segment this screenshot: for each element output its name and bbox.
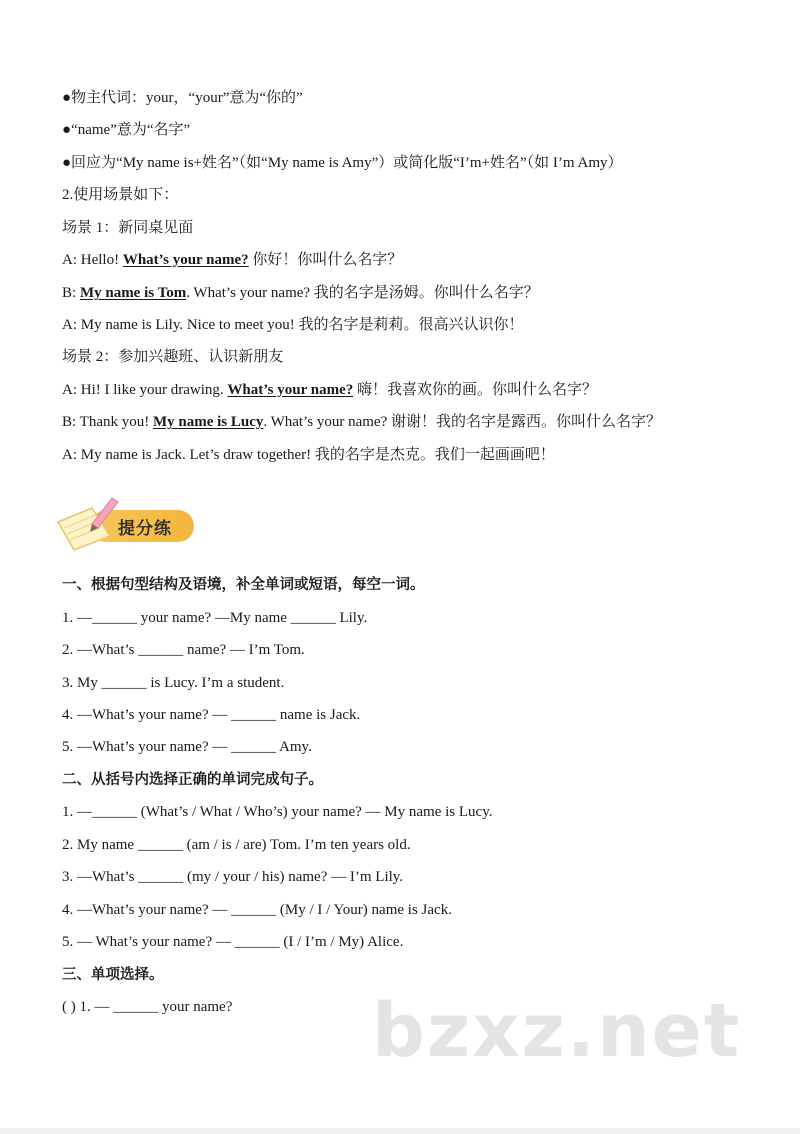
dialogue-text: A: Hi! I like your drawing.: [62, 382, 228, 398]
section-heading: 三、单项选择。: [62, 967, 164, 983]
question-item: 2. —What’s ______ name? — I’m Tom.: [62, 642, 305, 658]
dialogue-line: A: My name is Lily. Nice to meet you! 我的名字是莉莉。很高兴认识你！: [62, 317, 524, 333]
question-item: 4. —What’s your name? — ______ (My / I / Your) name is Jack.: [62, 902, 452, 918]
watermark: bzxz.net: [372, 988, 742, 1074]
dialogue-text: . What’s your name? 谢谢！我的名字是露西。你叫什么名字？: [263, 414, 661, 430]
dialogue-text: A: Hello!: [62, 252, 123, 268]
scene-title: 场景 1：新同桌见面: [62, 220, 194, 236]
question-item: 3. My ______ is Lucy. I’m a student.: [62, 675, 285, 691]
scene-title: 场景 2：参加兴趣班、认识新朋友: [62, 349, 284, 365]
key-phrase: My name is Tom: [79, 285, 187, 301]
dialogue-line: [62, 412, 661, 432]
dialogue-text: 你好！你叫什么名字？: [248, 252, 403, 268]
question-item: ( ) 1. — ______ your name?: [62, 999, 233, 1015]
key-phrase: What’s your name?: [227, 382, 354, 398]
note-line: ●回应为“My name is+姓名”（如“My name is Amy”）或简化版“I’m+姓名”（如 I’m Amy）: [62, 155, 623, 171]
dialogue-text: 嗨！我喜欢你的画。你叫什么名字？: [353, 382, 597, 398]
page-bottom-edge: [0, 1128, 800, 1134]
banner-label: 提分练: [118, 519, 172, 539]
dialogue-text: B: Thank you!: [62, 414, 153, 430]
key-phrase: My name is Lucy: [152, 414, 264, 430]
note-line: 2.使用场景如下：: [62, 187, 179, 203]
dialogue-line: A: My name is Jack. Let’s draw together! 我的名字是杰克。我们一起画画吧！: [62, 447, 555, 463]
section-heading: 一、根据句型结构及语境，补全单词或短语，每空一词。: [62, 577, 425, 593]
question-item: 4. —What’s your name? — ______ name is Jack.: [62, 707, 361, 723]
practice-banner: [52, 494, 202, 554]
question-item: 1. —______ (What’s / What / Who’s) your name? — My name is Lucy.: [62, 804, 493, 820]
question-item: 1. —______ your name? —My name ______ Lily.: [62, 610, 368, 626]
note-line: ●物主代词：your，“your”意为“你的”: [62, 90, 303, 106]
dialogue-line: [62, 380, 597, 400]
dialogue-text: . What’s your name? 我的名字是汤姆。你叫什么名字？: [186, 285, 539, 301]
key-phrase: What’s your name?: [122, 252, 249, 268]
dialogue-text: B:: [62, 285, 80, 301]
question-item: 3. —What’s ______ (my / your / his) name? — I’m Lily.: [62, 869, 404, 885]
dialogue-line: [62, 283, 539, 303]
section-heading: 二、从括号内选择正确的单词完成句子。: [62, 772, 323, 788]
question-item: 5. — What’s your name? — ______ (I / I’m / My) Alice.: [62, 934, 404, 950]
question-item: 5. —What’s your name? — ______ Amy.: [62, 739, 312, 755]
note-line: ●“name”意为“名字”: [62, 122, 191, 138]
dialogue-line: [62, 250, 402, 270]
question-item: 2. My name ______ (am / is / are) Tom. I’m ten years old.: [62, 837, 411, 853]
